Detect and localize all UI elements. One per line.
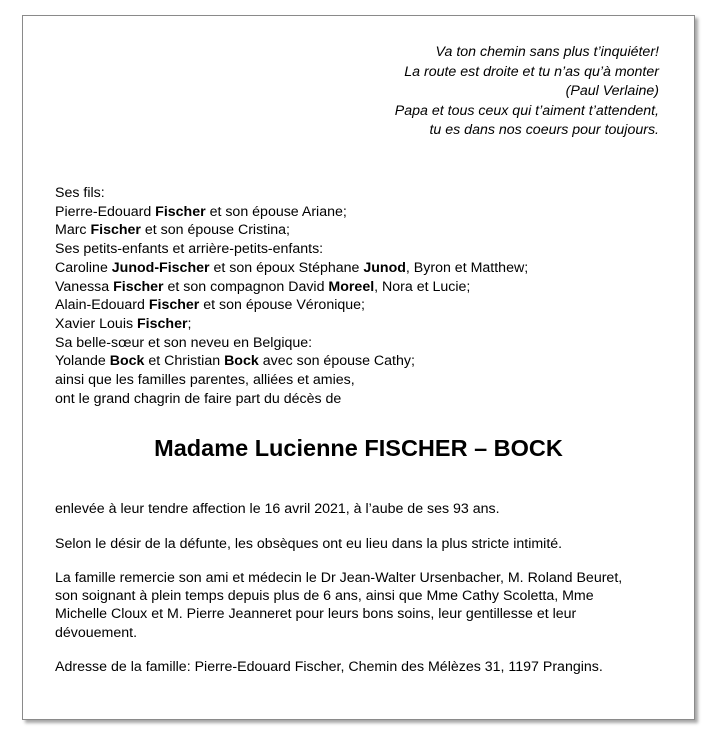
poem-quote [395, 43, 659, 141]
relation-text: et son épouse Véronique; [199, 297, 365, 314]
family-line: Ses fils: [55, 185, 105, 201]
deceased-name: Madame Lucienne FISCHER – BOCK [154, 435, 563, 461]
family-line: Ses petits-enfants et arrière-petits-enfants: [55, 241, 324, 258]
first-name: Caroline [55, 259, 112, 276]
relation-text: et son épouse Ariane; [205, 203, 347, 220]
poem-line: Papa et tous ceux qui t’aiment t’attendent, [394, 102, 659, 119]
surname: Junod [363, 259, 406, 276]
poem-line: Va ton chemin sans plus t’inquiéter! [435, 44, 659, 60]
first-name: Pierre-Edouard [55, 203, 156, 220]
family-line [55, 203, 528, 222]
passing-date-paragraph: enlevée à leur tendre affection le 16 avril 2021, à l’aube de ses 93 ans. [55, 501, 500, 517]
first-name: Alain-Edouard [55, 297, 149, 314]
family-line [55, 278, 528, 297]
poem-line: La route est droite et tu n’as qu’à monter [404, 63, 659, 80]
surname: Fischer [113, 278, 164, 295]
relation-text: et son épouse Cristina; [140, 222, 290, 239]
relation-text: , Byron et Matthew; [405, 259, 529, 276]
first-name: Marc [55, 222, 91, 239]
family-line [55, 221, 528, 240]
family-line [55, 352, 528, 371]
surname: Fischer [148, 297, 200, 314]
relation-text: ; [187, 315, 192, 332]
surname: Fischer [137, 315, 188, 332]
relation-text: et son compagnon David [163, 278, 329, 295]
first-name: Vanessa [55, 278, 114, 295]
first-name: Xavier Louis [55, 315, 138, 332]
relation-text: et Christian [144, 353, 225, 370]
family-address-paragraph: Adresse de la famille: Pierre-Edouard Fischer, Chemin des Mélèzes 31, 1197 Prangins. [55, 659, 603, 675]
relation-text: et son époux Stéphane [209, 259, 364, 276]
poem-line: tu es dans nos coeurs pour toujours. [429, 122, 659, 139]
thanks-paragraph: La famille remercie son ami et médecin le Dr Jean-Walter Ursenbacher, M. Roland Beuret, son soignant à plein temps depuis plus de 6 ans, ainsi que Mme Cathy Scoletta, Mme Michelle Cloux et M. Pierre Jeanneret pour leurs bons soins, leur gentillesse et leur dévouement. [55, 570, 623, 641]
family-line: Sa belle-sœur et son neveu en Belgique: [55, 334, 313, 351]
relation-text: avec son épouse Cathy; [258, 353, 415, 370]
surname: Bock [109, 353, 145, 370]
first-name: Yolande [55, 353, 110, 370]
surname: Fischer [90, 222, 141, 239]
relation-text: , Nora et Lucie; [374, 278, 471, 295]
family-line: ont le grand chagrin de faire part du décès de [55, 390, 342, 407]
obituary-notice [22, 15, 695, 720]
poem-author: (Paul Verlaine) [565, 83, 659, 100]
family-line [55, 259, 528, 278]
surname: Bock [224, 353, 259, 370]
family-line: ainsi que les familles parentes, alliées et amies, [55, 372, 355, 389]
family-line [55, 296, 528, 315]
family-list [55, 184, 528, 408]
surname: Fischer [155, 203, 206, 220]
surname: Moreel [328, 278, 375, 295]
surname: Junod-Fischer [111, 259, 210, 276]
family-line [55, 315, 528, 334]
funeral-paragraph: Selon le désir de la défunte, les obsèques ont eu lieu dans la plus stricte intimité. [55, 536, 563, 552]
